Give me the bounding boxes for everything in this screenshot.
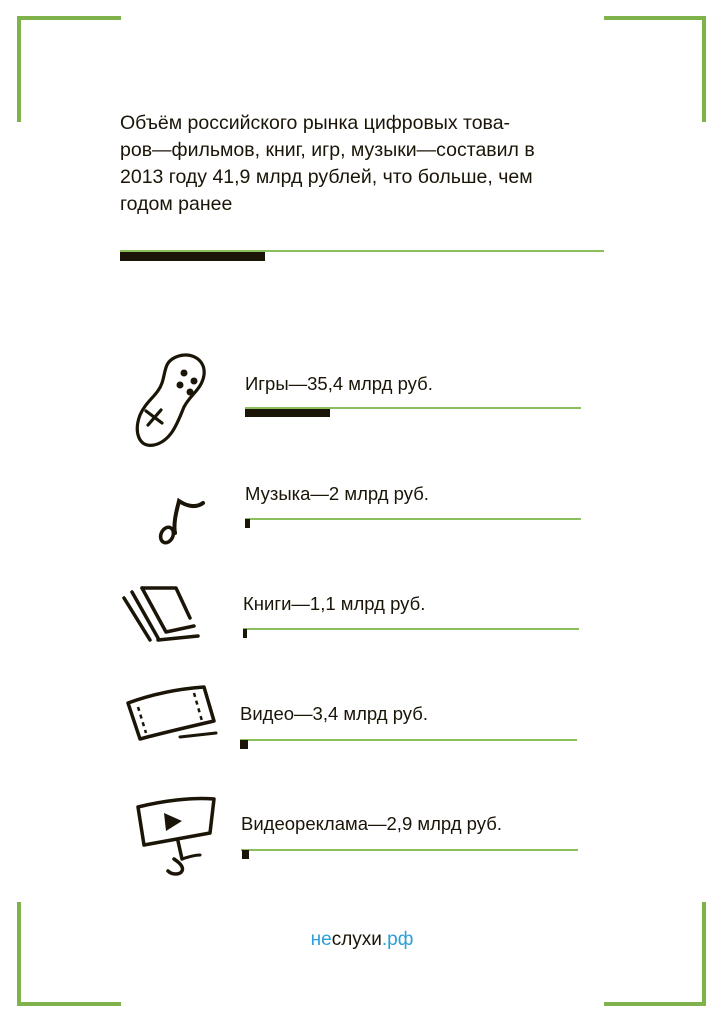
headline-divider-bar [120, 252, 265, 261]
corner-bracket-top-right-vertical [702, 16, 706, 122]
chart-row-books [0, 565, 724, 675]
film-icon [124, 681, 220, 745]
corner-bracket-bottom-left [17, 1002, 121, 1006]
bar-books [243, 629, 247, 638]
video-screen-icon [134, 793, 220, 877]
site-link-part: .рф [381, 929, 414, 950]
bar-label: Музыка—2 млрд руб. [245, 483, 429, 504]
headline-line: годом ранее [120, 193, 233, 215]
bar-label: Игры—35,4 млрд руб. [245, 373, 433, 394]
book-icon [120, 580, 202, 650]
bar-label: Книги—1,1 млрд руб. [243, 593, 426, 614]
corner-bracket-top-left [17, 16, 121, 20]
chart-row-video [0, 675, 724, 785]
site-link-part: слухи [331, 929, 382, 950]
bar-video [240, 740, 248, 749]
bar-track [245, 518, 581, 520]
corner-bracket-top-left-vertical [17, 16, 21, 122]
headline-line: 2013 году 41,9 млрд рублей, что больше, чем [120, 166, 533, 188]
headline-line: Объём российского рынка цифровых това- [120, 112, 511, 134]
music-note-icon [155, 493, 211, 549]
corner-bracket-bottom-left-vertical [17, 902, 21, 1006]
corner-bracket-bottom-right-vertical [702, 902, 706, 1006]
chart-row-video-ads [0, 785, 724, 895]
bar-track [241, 849, 578, 851]
bar-track [240, 739, 577, 741]
site-link[interactable] [0, 929, 724, 951]
headline [120, 110, 600, 218]
bar-label: Видеореклама—2,9 млрд руб. [241, 813, 502, 834]
bar-label: Видео—3,4 млрд руб. [240, 703, 428, 724]
headline-line: ров—фильмов, книг, игр, музыки—составил в [120, 139, 535, 161]
bar-video-ads [242, 850, 249, 859]
bar-games [245, 409, 330, 417]
chart-row-games [0, 345, 724, 455]
chart-row-music [0, 455, 724, 565]
corner-bracket-top-right [604, 16, 706, 20]
bar-music [245, 519, 250, 528]
site-link-part: не [310, 929, 332, 950]
gamepad-icon [128, 349, 218, 449]
bar-track [243, 628, 579, 630]
corner-bracket-bottom-right [604, 1002, 706, 1006]
